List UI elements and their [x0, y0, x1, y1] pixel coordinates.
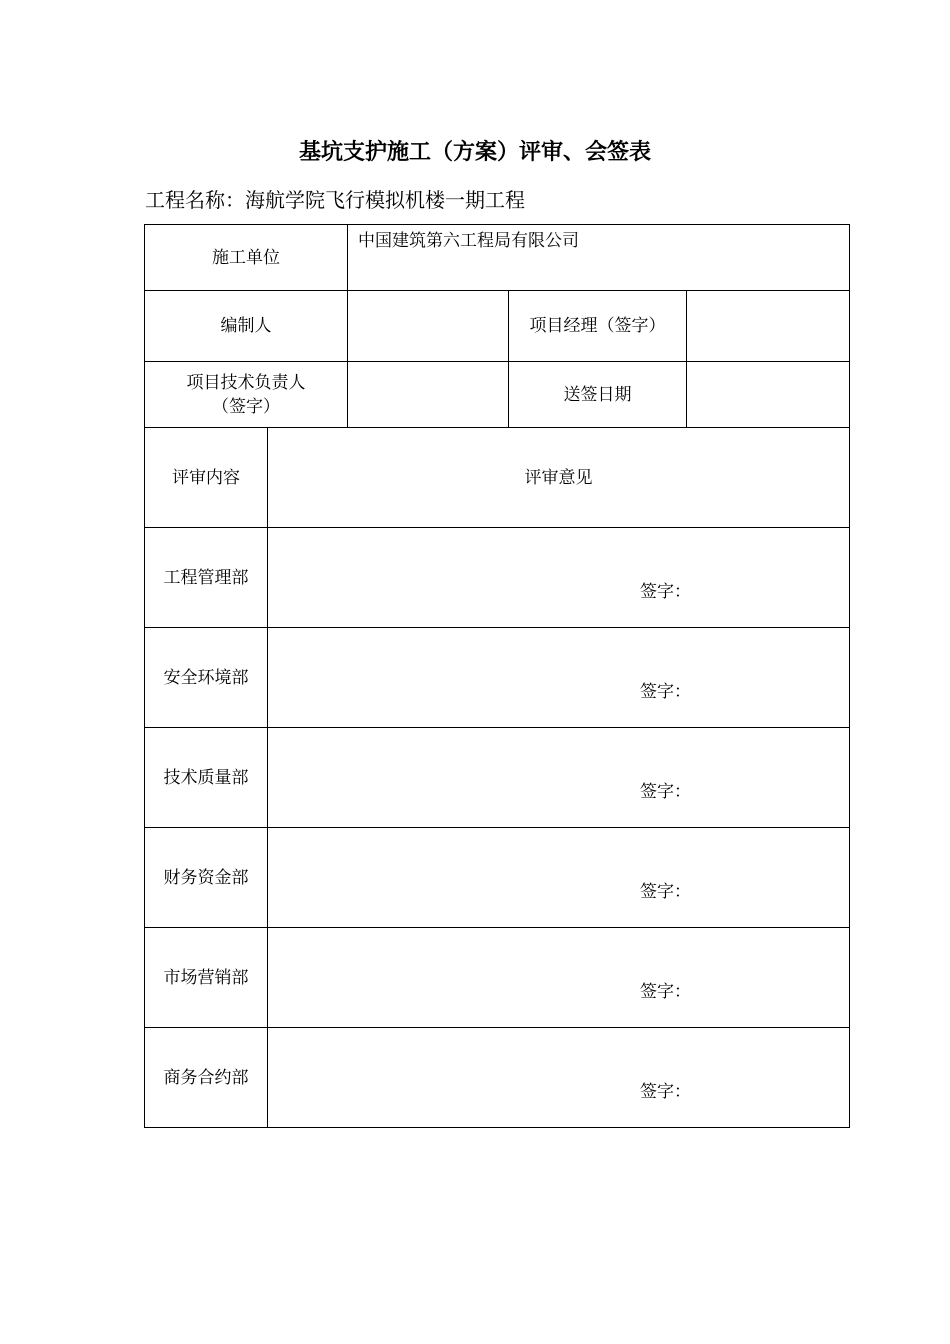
department-opinion-cell[interactable] [268, 528, 850, 628]
construction-unit-value[interactable]: 中国建筑第六工程局有限公司 [348, 225, 850, 291]
review-signoff-table [144, 224, 850, 1128]
tech-lead-label-line1: 项目技术负责人 [186, 372, 306, 393]
department-opinion-cell[interactable] [268, 1028, 850, 1128]
signature-label: 签字： [640, 582, 691, 602]
department-name: 技术质量部 [145, 728, 268, 828]
department-name: 财务资金部 [145, 828, 268, 928]
project-name [145, 186, 525, 214]
compiler-row [145, 291, 850, 362]
department-row [145, 628, 850, 728]
compiler-label: 编制人 [145, 291, 348, 362]
form-title: 基坑支护施工（方案）评审、会签表 [298, 139, 651, 165]
tech-lead-value[interactable] [348, 362, 509, 428]
tech-lead-row [145, 362, 850, 428]
department-name: 安全环境部 [145, 628, 268, 728]
department-row [145, 728, 850, 828]
signature-label: 签字： [640, 1082, 691, 1102]
signature-label: 签字： [640, 882, 691, 902]
department-name: 工程管理部 [145, 528, 268, 628]
department-opinion-cell[interactable] [268, 928, 850, 1028]
department-name: 商务合约部 [145, 1028, 268, 1128]
tech-lead-label [145, 362, 348, 428]
submit-date-value[interactable] [687, 362, 850, 428]
tech-lead-label-line2: （签字） [212, 396, 280, 417]
review-opinion-header: 评审意见 [268, 428, 850, 528]
project-manager-value[interactable] [687, 291, 850, 362]
review-content-header: 评审内容 [145, 428, 268, 528]
department-opinion-cell[interactable] [268, 628, 850, 728]
project-manager-label: 项目经理（签字） [509, 291, 687, 362]
department-opinion-cell[interactable] [268, 828, 850, 928]
signature-label: 签字： [640, 982, 691, 1002]
department-row [145, 528, 850, 628]
signature-label: 签字： [640, 782, 691, 802]
review-header-row [145, 428, 850, 528]
construction-unit-row [145, 225, 850, 291]
construction-unit-label: 施工单位 [145, 225, 348, 291]
department-opinion-cell[interactable] [268, 728, 850, 828]
project-name-label: 工程名称： [145, 188, 245, 212]
project-name-value: 海航学院飞行模拟机楼一期工程 [245, 188, 525, 212]
compiler-value[interactable] [348, 291, 509, 362]
signature-label: 签字： [640, 682, 691, 702]
department-name: 市场营销部 [145, 928, 268, 1028]
department-row [145, 1028, 850, 1128]
department-row [145, 928, 850, 1028]
department-row [145, 828, 850, 928]
submit-date-label: 送签日期 [509, 362, 687, 428]
